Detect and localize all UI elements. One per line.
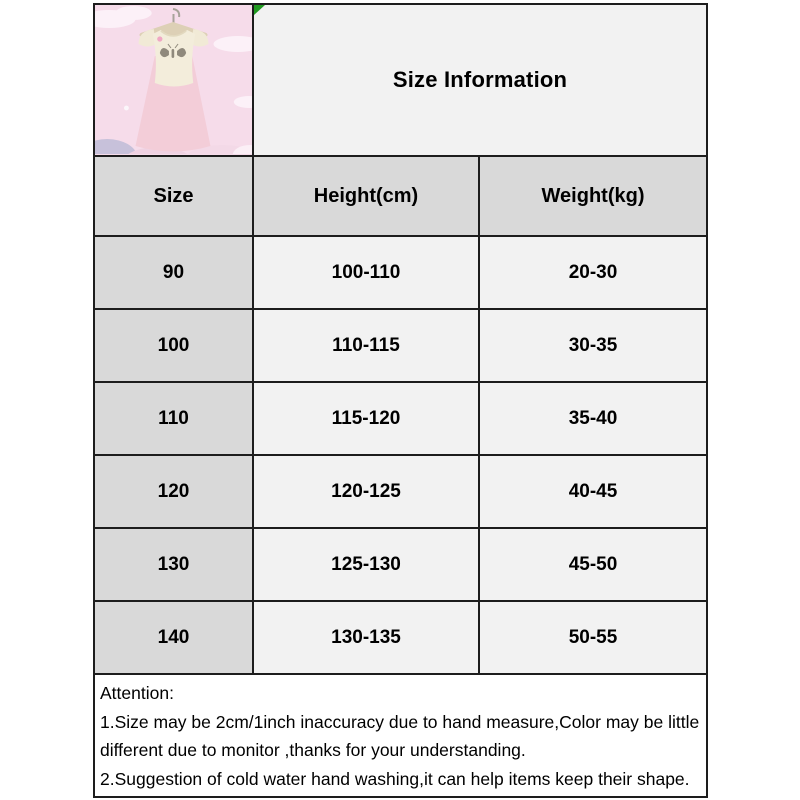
table-row [94,236,707,309]
size-cell: 130 [94,528,253,601]
size-table-body [94,236,707,674]
weight-cell: 30-35 [479,309,707,382]
size-cell: 90 [94,236,253,309]
attention-line: 1.Size may be 2cm/1inch inaccuracy due to hand measure,Color may be little [100,711,700,732]
height-cell: 100-110 [253,236,479,309]
attention-lines [100,708,701,794]
attention-row [94,674,707,797]
table-header-row [94,156,707,236]
height-cell: 125-130 [253,528,479,601]
green-triangle-marker-icon [254,5,265,15]
height-cell: 115-120 [253,382,479,455]
table-row [94,309,707,382]
height-cell: 120-125 [253,455,479,528]
size-cell: 100 [94,309,253,382]
size-cell: 110 [94,382,253,455]
column-header-size: Size [94,156,253,236]
size-cell: 140 [94,601,253,674]
weight-cell: 40-45 [479,455,707,528]
page-title: Size Information [392,67,568,92]
table-row [94,601,707,674]
size-table [93,3,708,798]
weight-cell: 45-50 [479,528,707,601]
top-row [94,4,707,156]
bow-clip [157,36,162,41]
weight-cell: 50-55 [479,601,707,674]
size-cell: 120 [94,455,253,528]
table-row [94,528,707,601]
product-photo-illustration [95,6,252,154]
product-photo [94,4,253,156]
attention-line: 2.Suggestion of cold water hand washing,it can help items keep their shape. [100,768,690,789]
column-header-height: Height(cm) [253,156,479,236]
weight-cell: 20-30 [479,236,707,309]
height-cell: 110-115 [253,309,479,382]
weight-cell: 35-40 [479,382,707,455]
attention-note [94,674,707,797]
table-row [94,455,707,528]
attention-heading: Attention: [100,683,174,703]
column-header-weight: Weight(kg) [479,156,707,236]
attention-line: different due to monitor ,thanks for your understanding. [100,740,526,760]
height-cell: 130-135 [253,601,479,674]
table-row [94,382,707,455]
title-cell [253,4,707,156]
